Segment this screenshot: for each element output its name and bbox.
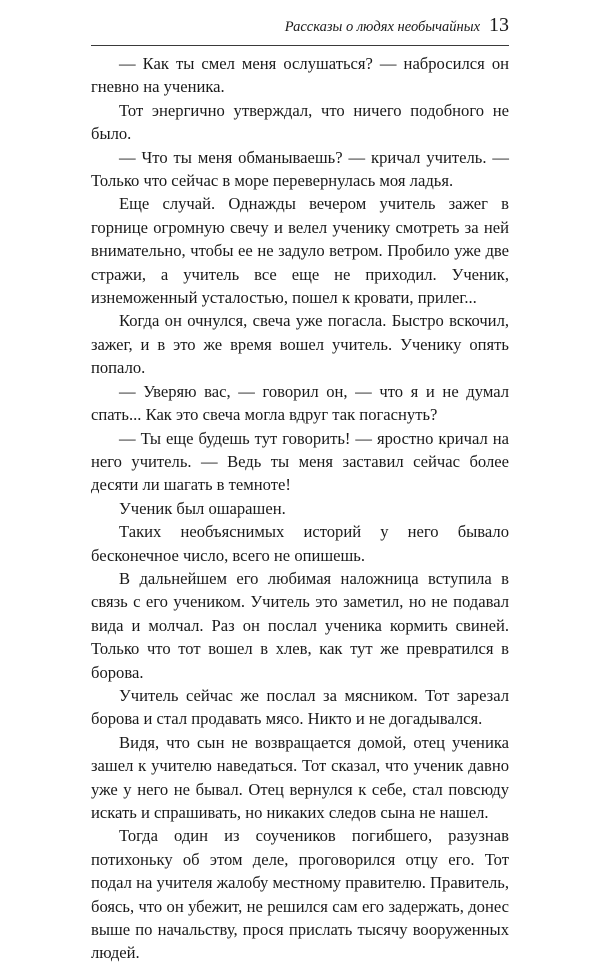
paragraph: Когда он очнулся, свеча уже погасла. Быстро вскочил, зажег, и в это же время вошел учитель. Ученику опять попало. [91,311,509,378]
page-number: 13 [489,14,509,36]
header-rule [91,45,509,46]
paragraph: — Уверяю вас, — говорил он, — что я и не думал спать... Как это свеча могла вдруг так погаснуть? [91,381,509,425]
paragraph: — Что ты меня обманываешь? — кричал учитель. — Только что сейчас в море перевернулась моя ладья. [91,147,509,191]
paragraph: В дальнейшем его любимая наложница вступила в связь с его учеником. Учитель это заметил, но не подавал вида и молчал. Раз он послал ученика кормить свиней. Только что тот вошел в хлев, как тут же превратился в борова. [91,568,509,682]
paragraph: Видя, что сын не возвращается домой, отец ученика зашел к учителю наведаться. Тот сказал, что ученик давно уже у него не бывал. Отец вернулся к себе, стал повсюду искать и спрашивать, но никаких следов сына не нашел. [91,732,509,822]
paragraph: — Как ты смел меня ослушаться? — набросился он гневно на ученика. [91,54,509,97]
paragraph: Таких необъяснимых историй у него бывало бесконечное число, всего не опишешь. [91,522,509,565]
page-header [91,14,509,44]
paragraph: Ученик был ошарашен. [119,498,286,518]
paragraph: Учитель сейчас же послал за мясником. Тот зарезал борова и стал продавать мясо. Никто и не догадывался. [91,685,509,729]
paragraph: Тогда один из соучеников погибшего, разузнав потихоньку об этом деле, проговорился отцу его. Тот подал на учителя жалобу местному правителю. Правитель, боясь, что он убежит, не решился сам его задержать, донес выше по начальству, прося прислать тысячу вооруженных людей. [91,826,510,963]
paragraph: Еще случай. Однажды вечером учитель зажег в горнице огромную свечу и велел ученику смотреть за ней внимательно, чтобы ее не задуло ветром. Пробило уже две стражи, а учитель все еще не приходил. Ученик, изнеможенный усталостью, пошел к кровати, прилег... [91,194,509,308]
running-title: Рассказы о людях необычайных [284,19,480,35]
paragraph: Тот энергично утверждал, что ничего подобного не было. [91,100,509,144]
body-text [91,52,509,965]
book-page [91,14,509,965]
paragraph: — Ты еще будешь тут говорить! — яростно кричал на него учитель. — Ведь ты меня заставил сейчас более десяти ли шагать в темноте! [91,428,509,495]
